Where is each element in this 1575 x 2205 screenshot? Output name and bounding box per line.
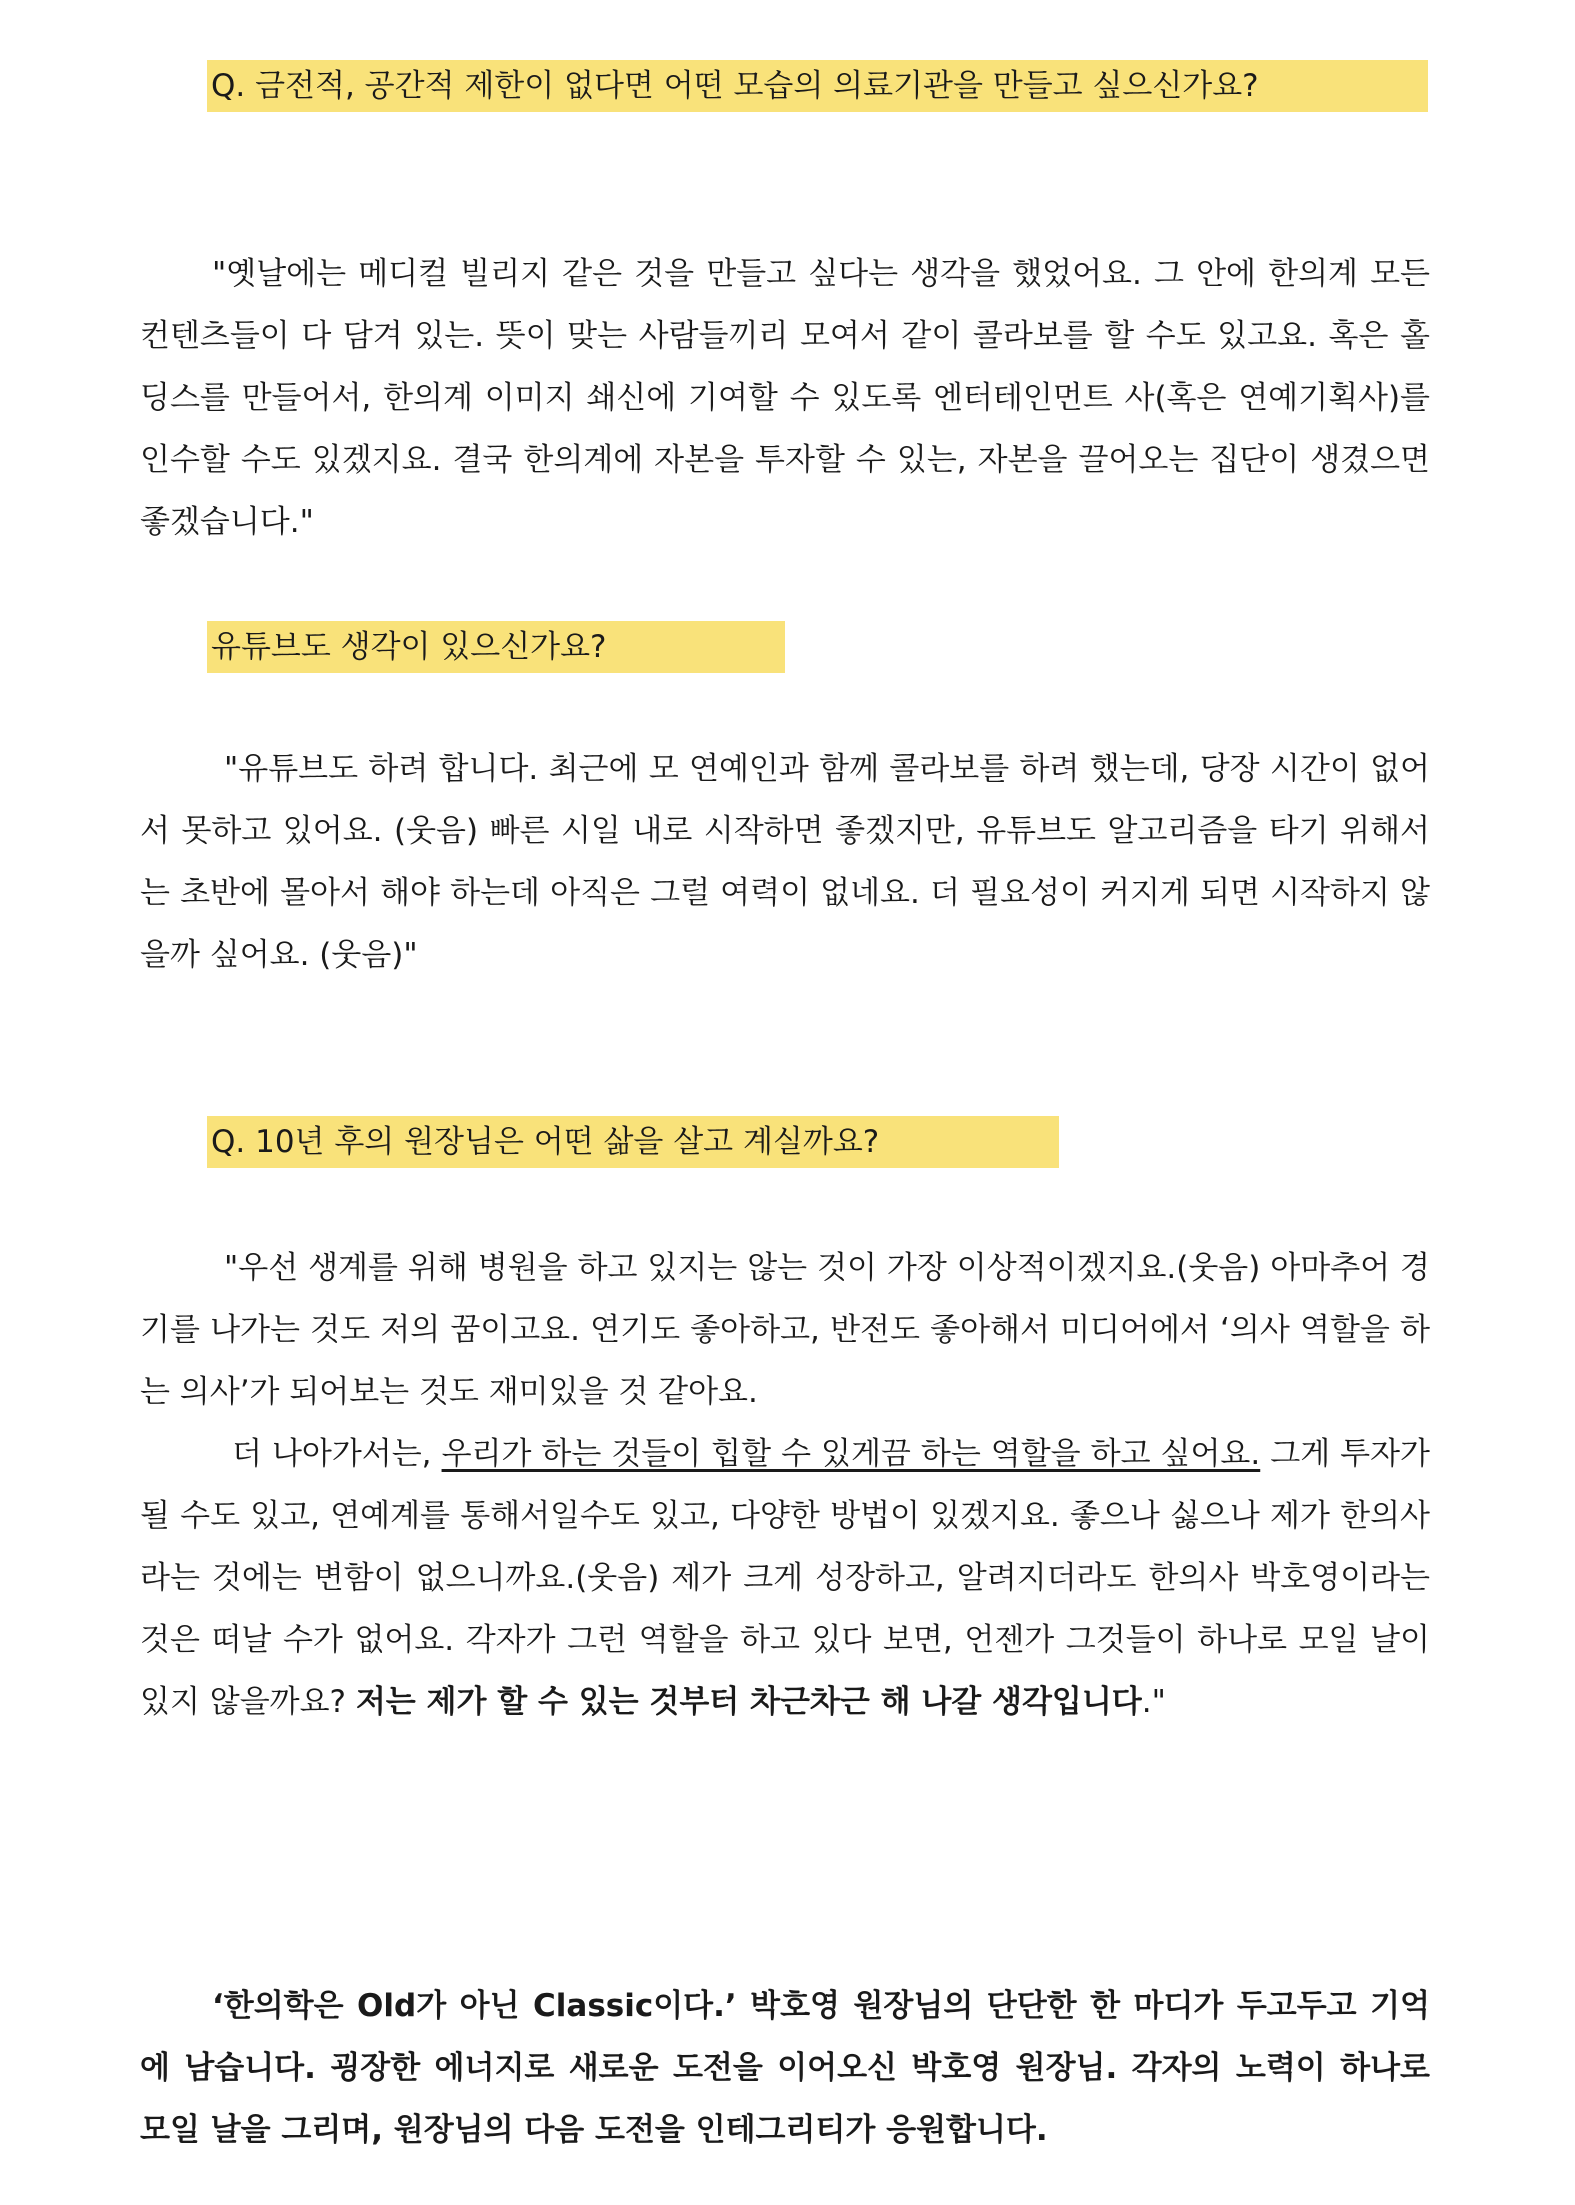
question-heading-3: Q. 10년 후의 원장님은 어떤 삶을 살고 계실까요? [207, 1116, 1059, 1168]
answer-paragraph-2 [140, 738, 1430, 986]
answer-text-3b-post: 그게 투자가 될 수도 있고, 연예계를 통해서일수도 있고, 다양한 방법이 있겠지요. 좋으나 싫으나 제가 한의사라는 것에는 변함이 없으니까요.(웃음) 제가 크게 성장하고, 알려지더라도 한의사 박호영이라는 것은 떠날 수가 없어요. 각자가 그런 역할을 하고 있다 보면, 언젠가 그것들이 하나로 모일 날이 있지 않을까요? [140, 1436, 1430, 1720]
underlined-statement: 우리가 하는 것들이 힙할 수 있게끔 하는 역할을 하고 싶어요. [441, 1436, 1261, 1472]
question-heading-1: Q. 금전적, 공간적 제한이 없다면 어떤 모습의 의료기관을 만들고 싶으신가요? [207, 60, 1428, 112]
answer-text-2: "유튜브도 하려 합니다. 최근에 모 연예인과 함께 콜라보를 하려 했는데, 당장 시간이 없어서 못하고 있어요. (웃음) 빠른 시일 내로 시작하면 좋겠지만, 유튜브도 알고리즘을 타기 위해서는 초반에 몰아서 해야 하는데 아직은 그럴 여력이 없네요. 더 필요성이 커지게 되면 시작하지 않을까 싶어요. (웃음)" [140, 751, 1430, 973]
answer-paragraph-3a [140, 1237, 1430, 1423]
answer-text-3a: "우선 생계를 위해 병원을 하고 있지는 않는 것이 가장 이상적이겠지요.(웃음) 아마추어 경기를 나가는 것도 저의 꿈이고요. 연기도 좋아하고, 반전도 좋아해서 미디어에서 ‘의사 역할을 하는 의사’가 되어보는 것도 재미있을 것 같아요. [140, 1250, 1430, 1410]
question-heading-2: 유튜브도 생각이 있으신가요? [207, 621, 785, 673]
answer-paragraph-1 [140, 243, 1430, 553]
closing-paragraph [140, 1975, 1430, 2161]
answer-paragraph-3b [140, 1423, 1430, 1733]
answer-text-1: "옛날에는 메디컬 빌리지 같은 것을 만들고 싶다는 생각을 했었어요. 그 안에 한의계 모든 컨텐츠들이 다 담겨 있는. 뜻이 맞는 사람들끼리 모여서 같이 콜라보를 할 수도 있고요. 혹은 홀딩스를 만들어서, 한의계 이미지 쇄신에 기여할 수 있도록 엔터테인먼트 사(혹은 연예기획사)를 인수할 수도 있겠지요. 결국 한의계에 자본을 투자할 수 있는, 자본을 끌어오는 집단이 생겼으면 좋겠습니다." [140, 256, 1430, 540]
closing-text: ‘한의학은 Old가 아닌 Classic이다.’ 박호영 원장님의 단단한 한 마디가 두고두고 기억에 남습니다. 굉장한 에너지로 새로운 도전을 이어오신 박호영 원장님. 각자의 노력이 하나로 모일 날을 그리며, 원장님의 다음 도전을 인테그리티가 응원합니다. [140, 1988, 1430, 2148]
answer-text-3b-pre: 더 나아가서는, [232, 1436, 442, 1472]
bold-statement: 저는 제가 할 수 있는 것부터 차근차근 해 나갈 생각입니다 [355, 1684, 1142, 1720]
answer-text-3b-end: ." [1141, 1684, 1166, 1720]
